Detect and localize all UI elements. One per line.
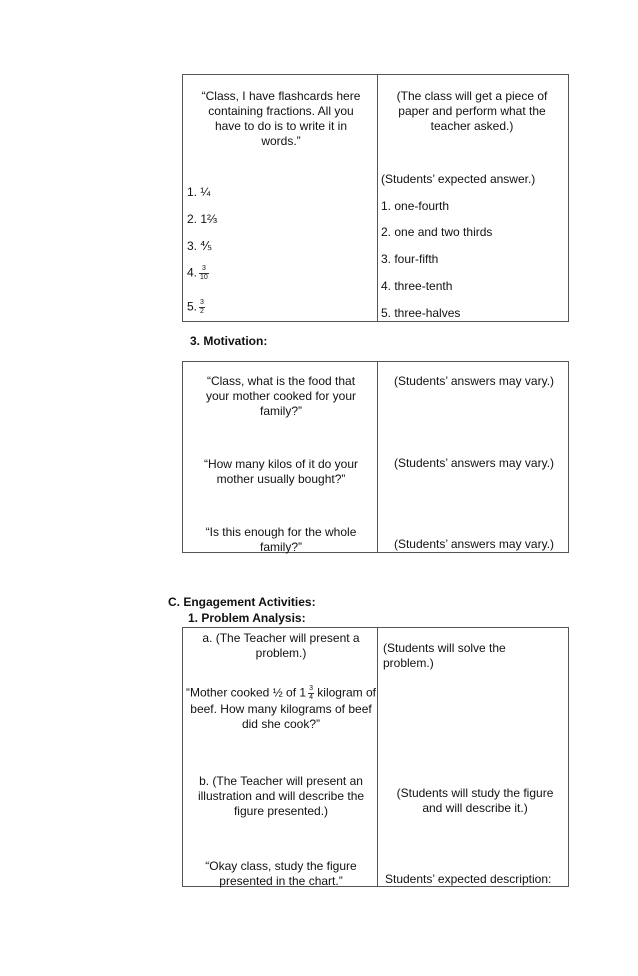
engagement-heading: C. Engagement Activities: bbox=[168, 595, 316, 609]
fractions-table bbox=[182, 74, 569, 322]
motivation-question-2: “How many kilos of it do your mother usually bought?” bbox=[203, 457, 359, 486]
problem-text-end: kilogram of beef. How many kilograms of beef did she cook?” bbox=[190, 685, 376, 731]
answer-4: 4. three-tenth bbox=[381, 279, 453, 293]
okay-class-prompt: “Okay class, study the figure presented in the chart.” bbox=[205, 859, 357, 888]
problem-text-start: “Mother cooked ½ of 1 bbox=[185, 685, 307, 700]
teacher-present-problem: a. (The Teacher will present a problem.) bbox=[202, 631, 360, 660]
motivation-answer-1: (Students’ answers may vary.) bbox=[393, 374, 555, 388]
motivation-question-1: “Class, what is the food that your mother cooked for your family?” bbox=[205, 374, 357, 418]
problem-analysis-heading: 1. Problem Analysis: bbox=[188, 611, 306, 625]
answer-2: 2. one and two thirds bbox=[381, 225, 493, 239]
expected-answer-label: (Students’ expected answer.) bbox=[381, 172, 536, 186]
students-solve: (Students will solve the problem.) bbox=[383, 641, 506, 670]
motivation-heading: 3. Motivation: bbox=[190, 334, 268, 348]
fraction-3-2: $\frac{3}{2}$ bbox=[200, 299, 204, 315]
fraction-3-4: $\frac{3}{4}$ bbox=[309, 685, 313, 701]
motivation-answer-2: (Students’ answers may vary.) bbox=[393, 456, 555, 470]
fraction-item-4-label: 4. bbox=[187, 265, 198, 280]
motivation-table bbox=[182, 361, 569, 553]
expected-description: Students’ expected description: bbox=[385, 872, 552, 886]
fraction-item-5-label: 5. bbox=[187, 299, 198, 314]
answer-5: 5. three-halves bbox=[381, 306, 461, 320]
fraction-item-1: 1. ¼ bbox=[187, 185, 211, 199]
column-divider bbox=[377, 362, 378, 552]
answer-1: 1. one-fourth bbox=[381, 199, 450, 213]
motivation-answer-3: (Students’ answers may vary.) bbox=[393, 537, 555, 551]
fraction-3-10: $\frac{3}{10}$ bbox=[200, 265, 208, 281]
fraction-item-3: 3. ⅘ bbox=[187, 239, 212, 253]
fraction-item-5 bbox=[187, 299, 205, 316]
motivation-question-3: “Is this enough for the whole family?” bbox=[205, 525, 357, 554]
teacher-present-illustration: b. (The Teacher will present an illustration and will describe the figure presented.) bbox=[197, 774, 365, 818]
fraction-item-2: 2. 1⅔ bbox=[187, 212, 218, 226]
column-divider bbox=[377, 75, 378, 321]
word-problem bbox=[185, 685, 377, 732]
student-action: (The class will get a piece of paper and perform what the teacher asked.) bbox=[396, 89, 548, 133]
teacher-prompt: “Class, I have flashcards here containing fractions. All you have to do is to write it in words.” bbox=[201, 89, 361, 148]
fraction-item-4 bbox=[187, 265, 209, 282]
column-divider bbox=[377, 628, 378, 886]
problem-analysis-table bbox=[182, 627, 569, 887]
answer-3: 3. four-fifth bbox=[381, 252, 439, 266]
students-study-figure: (Students will study the figure and will describe it.) bbox=[396, 786, 554, 815]
